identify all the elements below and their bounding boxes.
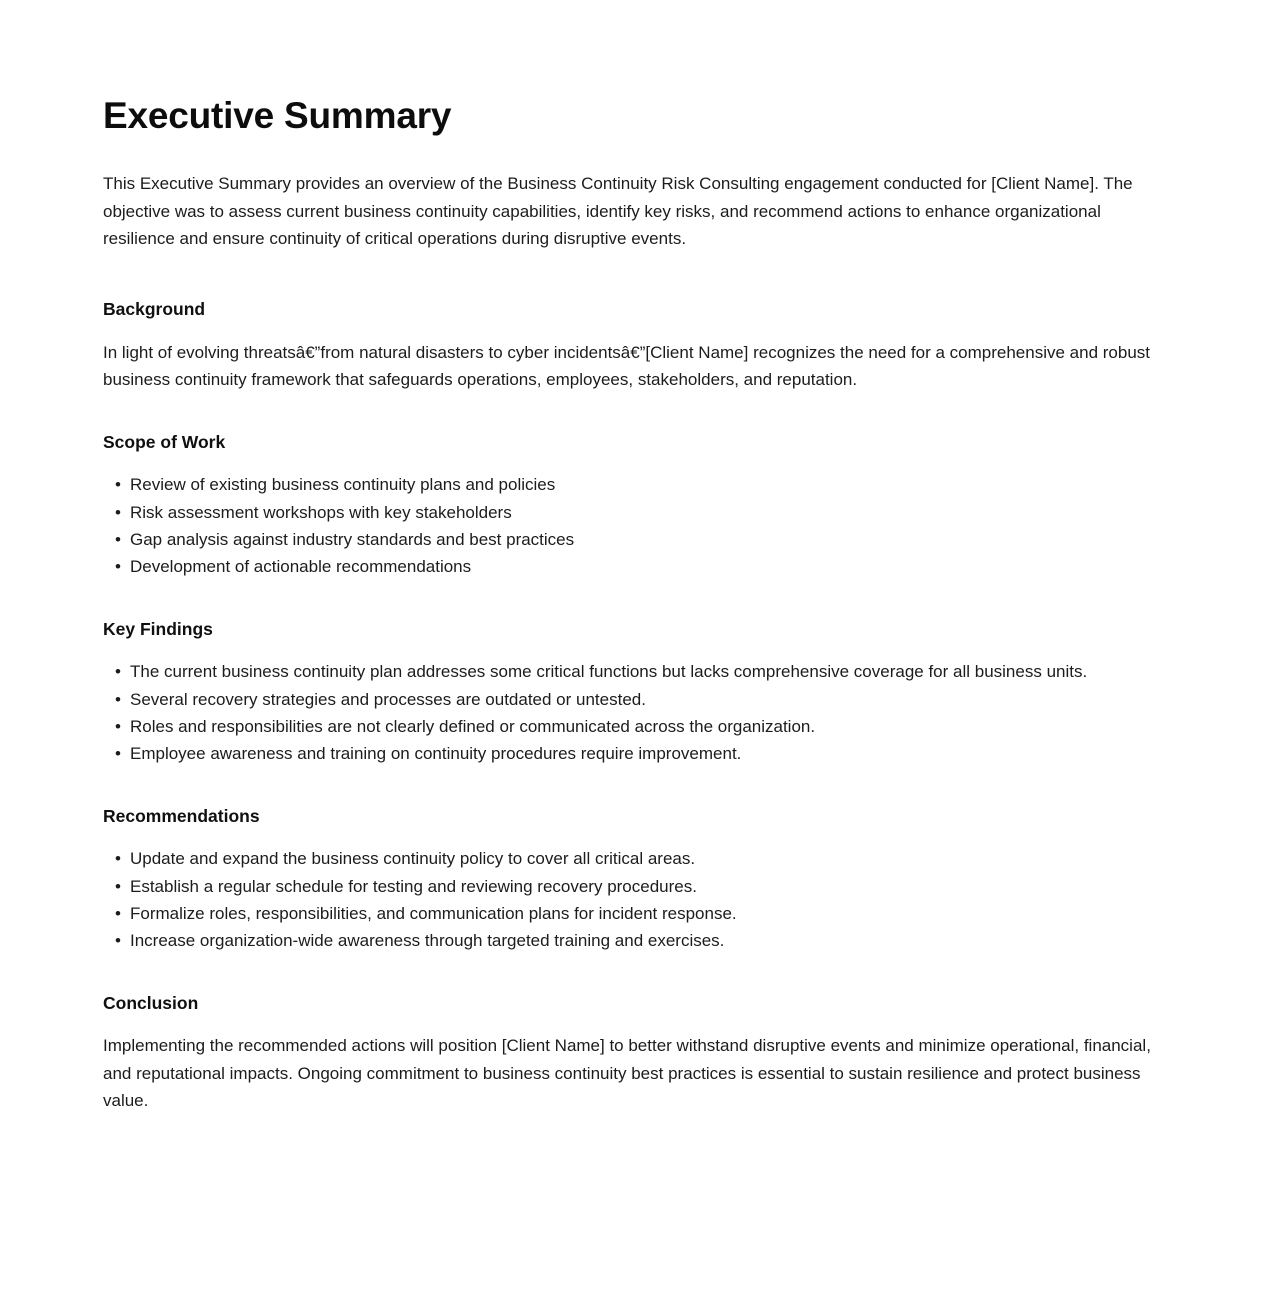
list-item: • Establish a regular schedule for testing and reviewing recovery procedures. [103, 873, 1170, 900]
list-item: • Several recovery strategies and processes are outdated or untested. [103, 686, 1170, 713]
section-background [103, 298, 1170, 394]
list-item: • Update and expand the business continuity policy to cover all critical areas. [103, 845, 1170, 872]
list-item: • Review of existing business continuity plans and policies [103, 471, 1170, 498]
list-item: • Development of actionable recommendations [103, 553, 1170, 580]
list-item: • Increase organization-wide awareness through targeted training and exercises. [103, 927, 1170, 954]
section-recommendations [103, 805, 1170, 955]
recommendations-list [103, 845, 1170, 954]
section-paragraph-conclusion: Implementing the recommended actions will position [Client Name] to better withstand disruptive events and minimize operational, financial, and reputational impacts. Ongoing commitment to business continuity best practices is essential to sustain resilience and protect business value. [103, 1036, 1151, 1111]
page-title: Executive Summary [103, 95, 452, 136]
section-heading-background: Background [103, 298, 206, 319]
section-scope-of-work [103, 431, 1170, 581]
list-item: • Formalize roles, responsibilities, and communication plans for incident response. [103, 900, 1170, 927]
section-heading-scope-of-work: Scope of Work [103, 431, 226, 452]
list-item: • Roles and responsibilities are not clearly defined or communicated across the organization. [103, 713, 1170, 740]
list-item: • Employee awareness and training on continuity procedures require improvement. [103, 740, 1170, 767]
list-item: • Gap analysis against industry standards and best practices [103, 526, 1170, 553]
section-heading-conclusion: Conclusion [103, 992, 199, 1013]
section-key-findings [103, 618, 1170, 768]
scope-of-work-list [103, 471, 1170, 580]
section-heading-key-findings: Key Findings [103, 618, 213, 639]
section-conclusion [103, 992, 1170, 1115]
list-item: • Risk assessment workshops with key stakeholders [103, 499, 1170, 526]
intro-paragraph: This Executive Summary provides an overview of the Business Continuity Risk Consulting engagement conducted for [Client Name]. The objective was to assess current business continuity capabilities, identify key risks, and recommend actions to enhance organizational resilience and ensure continuity of critical operations during disruptive events. [103, 174, 1133, 249]
section-heading-recommendations: Recommendations [103, 805, 260, 826]
key-findings-list [103, 658, 1170, 767]
intro-section [103, 170, 1170, 253]
section-paragraph-background: In light of evolving threatsâ€”from natural disasters to cyber incidentsâ€”[Client Name] recognizes the need for a comprehensive and robust business continuity framework that safeguards operations, employees, stakeholders, and reputation. [103, 342, 1150, 390]
list-item: • The current business continuity plan addresses some critical functions but lacks comprehensive coverage for all business units. [103, 658, 1170, 685]
